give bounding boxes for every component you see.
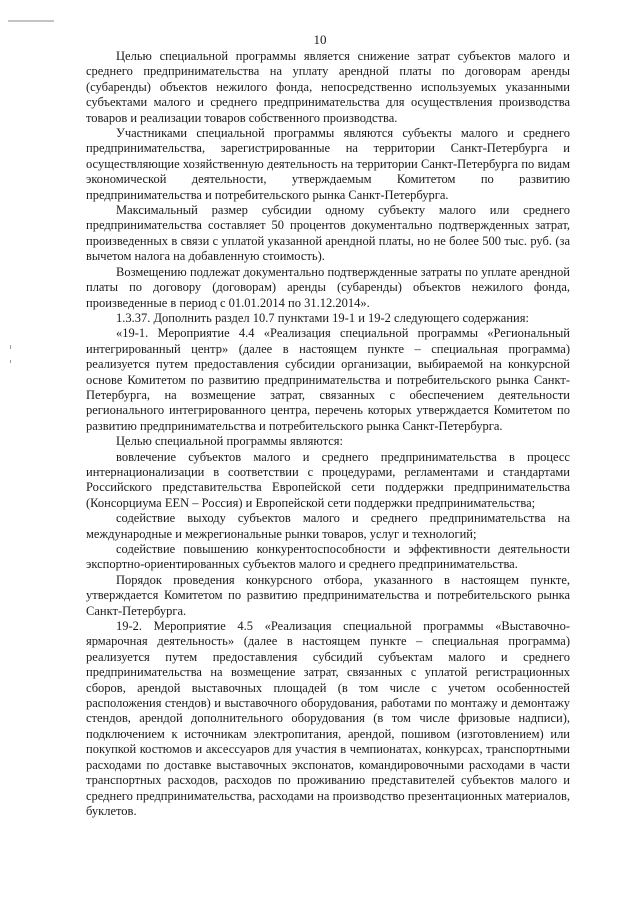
paragraph-program-goal: Целью специальной программы является снижение затрат субъектов малого и среднего предпринимательства на уплату арендной платы по договорам аренды (субаренды) объектов нежилого фонда, непосредственно используемых указанными субъектами малого и среднего предпринимательства для осуществления производства товаров и реализации товаров собственного производства.: [86, 49, 570, 125]
scan-artifact-line: [8, 10, 54, 13]
paragraph-goal-internationalization: вовлечение субъектов малого и среднего предпринимательства в процесс интернационализации в соответствии с процедурами, регламентами и стандартами Российского представительства Европейской сети поддержки предпринимательства (Консорциума EEN – Россия) и Европейской сети поддержки предпринимательства;: [86, 449, 570, 510]
paragraph-reimbursement: Возмещению подлежат документально подтвержденные затраты по уплате арендной платы по договору (договорам) аренды (субаренды) объектов нежилого фонда, произведенные в период с 01.01.2014 по 31.12.2014».: [86, 264, 570, 310]
paragraph-goals-heading: Целью специальной программы являются:: [116, 434, 343, 449]
page-number: 10: [313, 32, 327, 47]
paragraph-participants: Участниками специальной программы являются субъекты малого и среднего предпринимательства, зарегистрированные на территории Санкт-Петербурга и осуществляющие хозяйственную деятельность на территории Санкт-Петербурга по видам экономической деятельности, утверждаемым Комитетом по развитию предпринимательства и потребительского рынка Санкт-Петербурга.: [86, 126, 570, 202]
paragraph-selection-procedure: Порядок проведения конкурсного отбора, указанного в настоящем пункте, утверждается Комитетом по развитию предпринимательства и потребительского рынка Санкт-Петербурга.: [86, 572, 570, 618]
paragraph-goal-competitiveness: содействие повышению конкурентоспособности и эффективности деятельности экспортно-ориентированных субъектов малого и среднего предпринимательства.: [86, 542, 570, 572]
scan-artifact-mark: [10, 345, 11, 349]
scan-artifact-mark: [10, 360, 11, 363]
paragraph-item-19-2: 19-2. Мероприятие 4.5 «Реализация специальной программы «Выставочно-ярмарочная деятельность» (далее в настоящем пункте – специальная программа) реализуется путем предоставления субсидий субъектам малого и среднего предпринимательства на возмещение затрат, связанных с уплатой регистрационных сборов, арендой выставочных площадей (в том числе с учетом особенностей расположения стендов) и выставочного оборудования, работами по монтажу и демонтажу стендов, арендой дополнительного оборудования (в том числе фризовые надписи), подключением к источникам электропитания, арендой, пошивом (изготовлением) или покупкой костюмов и аксессуаров для участия в чемпионатах, конкурсах, транспортными расходами по доставке выставочных экспонатов, командировочными расходами в части транспортных расходов, расходов по проживанию представителей субъектов малого и среднего предпринимательства, расходами на производство презентационных материалов, буклетов.: [86, 619, 570, 818]
paragraph-max-subsidy: Максимальный размер субсидии одному субъекту малого или среднего предпринимательства составляет 50 процентов документально подтвержденных затрат, произведенных в связи с уплатой указанной арендной платы, но не более 500 тыс. руб. (за вычетом налога на добавленную стоимость).: [86, 203, 570, 264]
paragraph-amendment-1-3-37: 1.3.37. Дополнить раздел 10.7 пунктами 19-1 и 19-2 следующего содержания:: [116, 310, 529, 325]
body-text: [86, 49, 570, 819]
paragraph-item-19-1: «19-1. Мероприятие 4.4 «Реализация специальной программы «Региональный интегрированный центр» (далее в настоящем пункте – специальная программа) реализуется путем предоставления субсидии организации, выбираемой на конкурсной основе Комитетом по развитию предпринимательства и потребительского рынка Санкт-Петербурга, на возмещение затрат, связанных с обеспечением деятельности регионального интегрированного центра, перечень которых утверждается Комитетом по развитию предпринимательства и потребительского рынка Санкт-Петербурга.: [86, 326, 570, 433]
paragraph-goal-market-access: содействие выходу субъектов малого и среднего предпринимательства на международные и межрегиональные рынки товаров, услуг и технологий;: [86, 511, 570, 541]
